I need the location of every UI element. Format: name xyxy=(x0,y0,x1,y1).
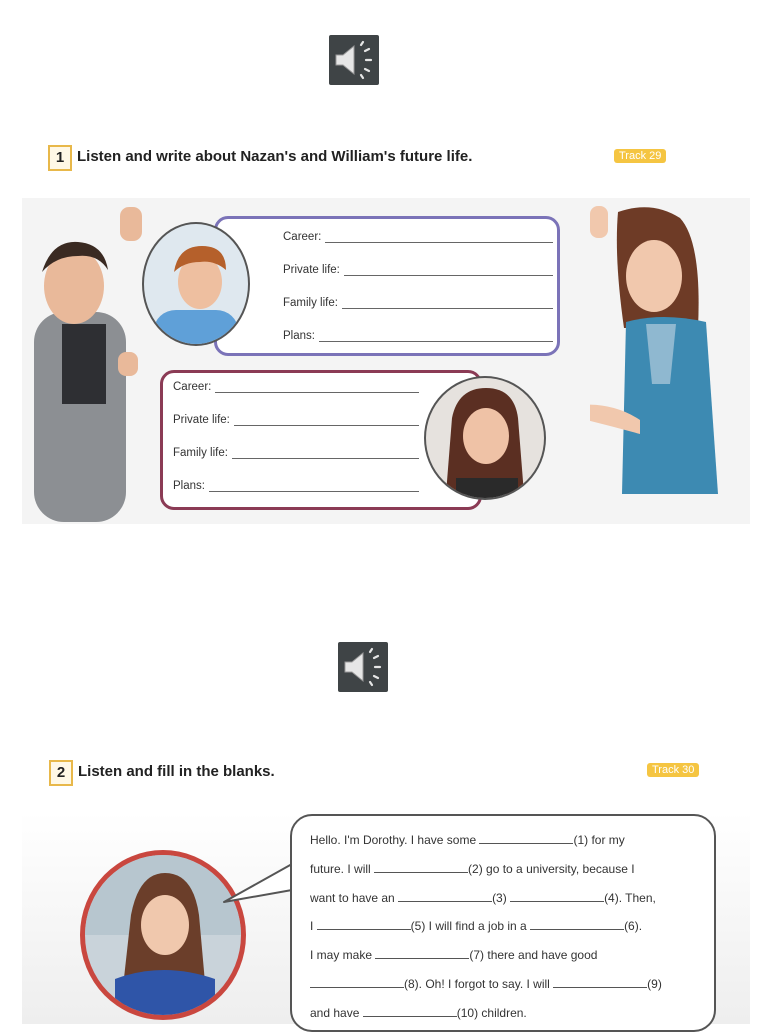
text-line: and have (10) children. xyxy=(310,1005,527,1020)
card-field[interactable]: Private life: xyxy=(283,264,553,276)
track-30-badge[interactable]: Track 30 xyxy=(647,763,699,777)
boy-portrait-illustration xyxy=(144,224,248,344)
exercise-2-number: 2 xyxy=(49,760,73,786)
exercise-2-title: Listen and fill in the blanks. xyxy=(78,763,275,780)
text-line: future. I will (2) go to a university, because I xyxy=(310,861,635,876)
card-field[interactable]: Career: xyxy=(173,381,419,393)
blank-6[interactable] xyxy=(530,917,624,930)
dorothy-speech-bubble xyxy=(290,814,716,1032)
blank-9[interactable] xyxy=(553,975,647,988)
text-line: (8). Oh! I forgot to say. I will (9) xyxy=(310,970,706,999)
audio-button-2[interactable] xyxy=(338,642,388,692)
young-woman-figure-illustration xyxy=(590,202,750,502)
blank-1[interactable] xyxy=(479,831,573,844)
nazan-photo xyxy=(424,376,546,500)
blank-2[interactable] xyxy=(374,860,468,873)
speaker-icon xyxy=(329,35,379,85)
speaker-icon xyxy=(338,642,388,692)
card-field[interactable]: Family life: xyxy=(173,447,419,459)
blank-5[interactable] xyxy=(317,917,411,930)
text-line: want to have an (3) (4). Then, xyxy=(310,890,656,905)
text-line: I may make (7) there and have good xyxy=(310,948,598,963)
william-info-card xyxy=(214,216,560,356)
fill-in-text xyxy=(310,826,706,1028)
exercise-1-number: 1 xyxy=(48,145,72,171)
card-field[interactable]: Career: xyxy=(283,231,553,243)
exercise-1-title: Listen and write about Nazan's and William's future life. xyxy=(77,148,473,165)
william-photo xyxy=(142,222,250,346)
blank-3[interactable] xyxy=(398,889,492,902)
text-line: Hello. I'm Dorothy. I have some (1) for my xyxy=(310,833,625,847)
teen-boy-figure-illustration xyxy=(30,202,160,522)
text-line: I (5) I will find a job in a (6). xyxy=(310,919,643,934)
blank-8[interactable] xyxy=(310,975,404,988)
girl-portrait-illustration xyxy=(426,378,544,498)
exercise-1-panel xyxy=(22,198,750,524)
girl-portrait-illustration xyxy=(85,855,241,1015)
card-field[interactable]: Private life: xyxy=(173,414,419,426)
card-field[interactable]: Plans: xyxy=(283,330,553,342)
blank-10[interactable] xyxy=(363,1004,457,1017)
card-field[interactable]: Family life: xyxy=(283,297,553,309)
blank-4[interactable] xyxy=(510,889,604,902)
track-29-badge[interactable]: Track 29 xyxy=(614,149,666,163)
blank-7[interactable] xyxy=(375,946,469,959)
audio-button-1[interactable] xyxy=(329,35,379,85)
card-field[interactable]: Plans: xyxy=(173,480,419,492)
